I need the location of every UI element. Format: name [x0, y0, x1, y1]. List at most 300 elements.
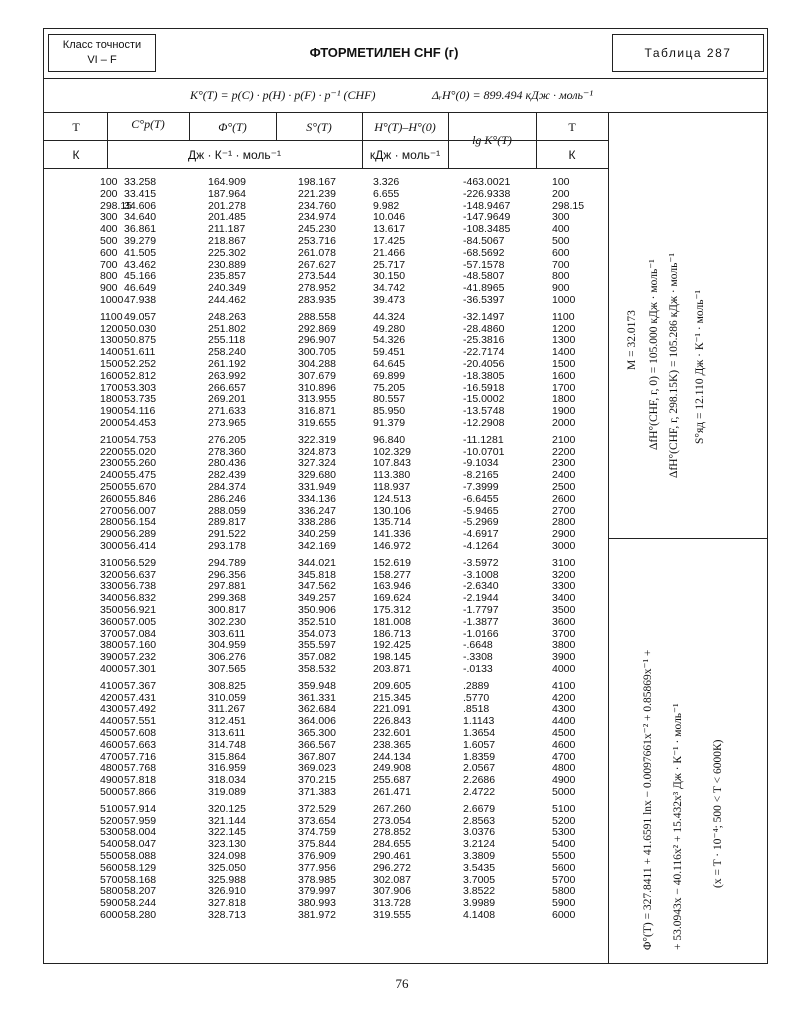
cell-lgk: 2.6679	[463, 802, 496, 815]
table-row	[0, 803, 600, 815]
cell-t2: 5900	[552, 897, 576, 910]
cell-lgk: 3.0376	[463, 826, 496, 839]
cell-phi: 263.992	[208, 369, 246, 382]
cell-lgk: 4.1408	[463, 909, 496, 921]
cell-t: 800	[100, 270, 118, 283]
cell-h: 267.260	[373, 802, 411, 815]
cell-t: 500	[100, 235, 118, 247]
cell-lgk: -15.0002	[463, 393, 505, 406]
cell-cp: 57.005	[124, 615, 157, 628]
cell-t: 4900	[100, 774, 124, 787]
nuclear-entropy: S°яд = 12.110 Дж · К⁻¹ · моль⁻¹	[694, 290, 706, 444]
cell-lgk: .2889	[463, 679, 490, 692]
cell-s: 322.319	[298, 433, 336, 446]
cell-h: 313.728	[373, 897, 411, 910]
cell-h: 244.134	[373, 750, 411, 763]
cell-s: 313.955	[298, 393, 336, 406]
cell-cp: 33.258	[124, 176, 157, 188]
cell-t2: 1400	[552, 346, 576, 359]
cell-lgk: -4.1264	[463, 540, 499, 552]
cell-h: 226.843	[373, 715, 411, 728]
cell-t2: 1000	[552, 294, 576, 306]
cell-s: 283.935	[298, 294, 336, 306]
cell-t: 3200	[100, 568, 124, 581]
cell-h: 6.655	[373, 187, 400, 200]
cell-lgk: -108.3485	[463, 223, 511, 236]
cell-t: 2700	[100, 504, 124, 517]
cell-s: 304.288	[298, 358, 336, 370]
col-divider	[362, 112, 363, 168]
cell-s: 366.567	[298, 738, 336, 751]
cell-cp: 56.637	[124, 568, 157, 581]
cell-s: 234.974	[298, 211, 336, 224]
cell-phi: 318.034	[208, 774, 246, 787]
cell-cp: 58.047	[124, 838, 157, 851]
cell-s: 267.627	[298, 258, 336, 271]
cell-lgk: -22.7174	[463, 346, 505, 359]
cell-t2: 298.15	[552, 199, 585, 212]
cell-phi: 286.246	[208, 492, 246, 505]
cell-t2: 4900	[552, 774, 576, 787]
cell-phi: 319.089	[208, 786, 246, 798]
table-row	[0, 481, 600, 493]
accuracy-class-box	[48, 34, 156, 72]
cell-h: 152.619	[373, 556, 411, 569]
cell-lgk: -10.0701	[463, 445, 505, 458]
cell-h: 192.425	[373, 639, 411, 652]
cell-h: 124.513	[373, 492, 411, 505]
col-divider	[107, 112, 108, 168]
cell-t2: 2700	[552, 504, 576, 517]
cell-t: 2000	[100, 417, 124, 429]
cell-phi: 201.278	[208, 199, 246, 212]
cell-t2: 300	[552, 211, 570, 224]
cell-phi: 266.657	[208, 381, 246, 394]
cell-h: 130.106	[373, 504, 411, 517]
cell-cp: 56.529	[124, 556, 157, 569]
cell-t: 2500	[100, 481, 124, 493]
cell-s: 361.331	[298, 691, 336, 704]
cell-lgk: -5.2969	[463, 516, 499, 529]
table-row	[0, 786, 600, 798]
cell-s: 358.532	[298, 663, 336, 675]
cell-t2: 1500	[552, 358, 576, 370]
cell-phi: 322.145	[208, 826, 246, 839]
cell-cp: 36.861	[124, 223, 157, 236]
cell-s: 288.558	[298, 310, 336, 323]
cell-phi: 258.240	[208, 346, 246, 359]
cell-lgk: -148.9467	[463, 199, 511, 212]
cell-lgk: -3.1008	[463, 568, 499, 581]
col-divider	[536, 112, 537, 168]
cell-lgk: 3.3809	[463, 850, 496, 862]
cell-phi: 240.349	[208, 282, 246, 295]
table-row	[0, 270, 600, 282]
cell-t: 4800	[100, 762, 124, 775]
cell-phi: 251.802	[208, 322, 246, 335]
cell-t: 5700	[100, 873, 124, 886]
cell-cp: 57.608	[124, 727, 157, 739]
cell-t: 1100	[100, 310, 123, 323]
cell-phi: 325.050	[208, 861, 246, 874]
cell-lgk: 2.4722	[463, 786, 496, 798]
cell-t: 3500	[100, 604, 124, 616]
cell-h: 255.687	[373, 774, 411, 787]
unit-t2: К	[568, 148, 576, 162]
cell-s: 378.985	[298, 873, 336, 886]
cell-phi: 282.439	[208, 469, 246, 482]
cell-t: 1400	[100, 346, 124, 359]
table-label: Таблица 287	[612, 34, 764, 72]
table-row	[0, 663, 600, 675]
cell-t2: 4700	[552, 750, 576, 763]
cell-t2: 2900	[552, 528, 576, 541]
cell-t: 5000	[100, 786, 124, 798]
cell-cp: 55.020	[124, 445, 157, 458]
phi-equation-range: (x = T · 10⁻⁴; 500 < T < 6000К)	[712, 739, 724, 888]
cell-t: 3400	[100, 592, 124, 605]
cell-s: 340.259	[298, 528, 336, 541]
cell-h: 64.645	[373, 358, 406, 370]
cell-t: 2400	[100, 469, 124, 482]
col-header-s: S°(T)	[306, 120, 332, 134]
cell-phi: 278.360	[208, 445, 246, 458]
table-row	[0, 434, 600, 446]
cell-h: 319.555	[373, 909, 411, 921]
cell-t: 3700	[100, 627, 124, 640]
cell-h: 302.087	[373, 873, 411, 886]
cell-t: 5400	[100, 838, 124, 851]
cell-cp: 57.768	[124, 762, 157, 775]
cell-cp: 45.166	[124, 270, 157, 283]
table-row	[0, 528, 600, 540]
cell-s: 253.716	[298, 235, 336, 247]
divider	[43, 78, 768, 79]
cell-t2: 1200	[552, 322, 576, 335]
cell-t2: 4500	[552, 727, 576, 739]
cell-cp: 58.168	[124, 873, 157, 886]
table-row	[0, 751, 600, 763]
cell-s: 357.082	[298, 651, 336, 664]
cell-t: 2300	[100, 457, 124, 470]
cell-cp: 57.367	[124, 679, 157, 692]
page-number: 76	[395, 976, 409, 991]
molar-mass: M = 32.0173	[626, 310, 638, 370]
cell-t2: 5300	[552, 826, 576, 839]
table-row	[0, 580, 600, 592]
cell-h: 146.972	[373, 540, 411, 552]
cell-cp: 55.846	[124, 492, 157, 505]
cell-t2: 3400	[552, 592, 576, 605]
cell-lgk: -84.5067	[463, 235, 505, 247]
cell-s: 373.654	[298, 814, 336, 827]
cell-cp: 58.004	[124, 826, 157, 839]
cell-t2: 4600	[552, 738, 576, 751]
cell-lgk: 3.8522	[463, 885, 496, 898]
cell-t2: 5100	[552, 802, 576, 815]
cell-t: 900	[100, 282, 118, 295]
cell-lgk: 3.9989	[463, 897, 496, 910]
cell-t: 1700	[100, 381, 124, 394]
cell-h: 221.091	[373, 703, 411, 716]
cell-phi: 300.817	[208, 604, 246, 616]
table-row	[0, 715, 600, 727]
cell-t2: 2800	[552, 516, 576, 529]
cell-s: 296.907	[298, 334, 336, 347]
cell-phi: 284.374	[208, 481, 246, 493]
cell-lgk: 3.5435	[463, 861, 496, 874]
table-row	[0, 311, 600, 323]
cell-h: 238.365	[373, 738, 411, 751]
cell-t2: 1800	[552, 393, 576, 406]
cell-t: 5100	[100, 802, 124, 815]
table-row	[0, 616, 600, 628]
cell-phi: 225.302	[208, 246, 246, 259]
cell-phi: 211.187	[208, 223, 246, 236]
cell-h: 3.326	[373, 176, 400, 188]
cell-lgk: -18.3805	[463, 369, 505, 382]
cell-phi: 302.230	[208, 615, 246, 628]
table-row	[0, 223, 600, 235]
cell-t: 3600	[100, 615, 124, 628]
cell-t: 1500	[100, 358, 124, 370]
cell-t: 4000	[100, 663, 124, 675]
cell-phi: 297.881	[208, 580, 246, 593]
cell-cp: 34.606	[124, 199, 157, 212]
cell-s: 364.006	[298, 715, 336, 728]
cell-phi: 230.889	[208, 258, 246, 271]
cell-t2: 800	[552, 270, 570, 283]
equilibrium-constant-formula: K°(T) = p(C) · p(H) · p(F) · p⁻¹ (CHF)	[190, 88, 376, 102]
table-row	[0, 874, 600, 886]
table-row	[0, 446, 600, 458]
cell-h: 9.982	[373, 199, 400, 212]
cell-t: 2200	[100, 445, 124, 458]
table-row	[0, 516, 600, 528]
divider	[43, 112, 768, 113]
cell-t: 1300	[100, 334, 124, 347]
cell-lgk: .5770	[463, 691, 490, 704]
cell-h: 107.843	[373, 457, 411, 470]
cell-h: 21.466	[373, 246, 406, 259]
cell-h: 80.557	[373, 393, 406, 406]
cell-h: 249.908	[373, 762, 411, 775]
side-panel-divider	[608, 538, 768, 539]
reaction-enthalpy: ΔᵣH°(0) = 899.494 кДж · моль⁻¹	[432, 88, 593, 102]
cell-lgk: 2.2686	[463, 774, 496, 787]
cell-h: 261.471	[373, 786, 411, 798]
cell-lgk: -2.6340	[463, 580, 499, 593]
cell-t: 5300	[100, 826, 124, 839]
cell-t: 6000	[100, 909, 124, 921]
cell-cp: 53.303	[124, 381, 157, 394]
cell-s: 331.949	[298, 481, 336, 493]
cell-s: 245.230	[298, 223, 336, 236]
cell-t2: 3000	[552, 540, 576, 552]
cell-phi: 296.356	[208, 568, 246, 581]
cell-h: 113.380	[373, 469, 411, 482]
cell-phi: 326.910	[208, 885, 246, 898]
cell-t: 4200	[100, 691, 124, 704]
cell-t: 5900	[100, 897, 124, 910]
table-row	[0, 592, 600, 604]
cell-h: 17.425	[373, 235, 406, 247]
cell-lgk: -36.5397	[463, 294, 505, 306]
cell-t: 2600	[100, 492, 124, 505]
cell-cp: 57.551	[124, 715, 157, 728]
cell-t2: 1900	[552, 405, 576, 418]
cell-t2: 700	[552, 258, 570, 271]
cell-t: 5500	[100, 850, 124, 862]
cell-t2: 600	[552, 246, 570, 259]
cell-cp: 52.812	[124, 369, 157, 382]
cell-s: 379.997	[298, 885, 336, 898]
cell-h: 75.205	[373, 381, 406, 394]
table-row	[0, 774, 600, 786]
cell-cp: 33.415	[124, 187, 157, 200]
accuracy-value: VI – F	[87, 54, 117, 66]
cell-h: 284.655	[373, 838, 411, 851]
cell-s: 273.544	[298, 270, 336, 283]
col-header-cp: C°p(T)	[131, 117, 165, 131]
cell-t2: 4100	[552, 679, 576, 692]
cell-phi: 255.118	[208, 334, 246, 347]
cell-h: 273.054	[373, 814, 411, 827]
cell-s: 345.818	[298, 568, 336, 581]
cell-t2: 5700	[552, 873, 576, 886]
cell-phi: 328.713	[208, 909, 246, 921]
cell-phi: 312.451	[208, 715, 246, 728]
cell-phi: 273.965	[208, 417, 246, 429]
cell-t2: 5500	[552, 850, 576, 862]
cell-cp: 55.260	[124, 457, 157, 470]
cell-h: 102.329	[373, 445, 411, 458]
cell-phi: 314.748	[208, 738, 246, 751]
table-row	[0, 393, 600, 405]
cell-s: 349.257	[298, 592, 336, 605]
cell-t2: 500	[552, 235, 570, 247]
cell-lgk: -13.5748	[463, 405, 505, 418]
cell-phi: 310.059	[208, 691, 246, 704]
cell-h: 186.713	[373, 627, 411, 640]
divider	[43, 168, 608, 169]
col-header-lgk: lg K°(T)	[472, 133, 512, 147]
cell-cp: 54.453	[124, 417, 157, 429]
cell-h: 91.379	[373, 417, 406, 429]
cell-cp: 50.875	[124, 334, 157, 347]
cell-cp: 47.938	[124, 294, 157, 306]
cell-t2: 3100	[552, 556, 576, 569]
cell-cp: 55.670	[124, 481, 157, 493]
cell-t2: 5600	[552, 861, 576, 874]
cell-t: 4400	[100, 715, 124, 728]
cell-lgk: 3.2124	[463, 838, 496, 851]
cell-t: 5800	[100, 885, 124, 898]
table-row	[0, 885, 600, 897]
cell-t: 600	[100, 246, 118, 259]
cell-t2: 2300	[552, 457, 576, 470]
table-row	[0, 703, 600, 715]
table-row	[0, 493, 600, 505]
table-row	[0, 727, 600, 739]
unit-h: кДж · моль⁻¹	[369, 148, 441, 162]
cell-t2: 2600	[552, 492, 576, 505]
cell-lgk: -3.5972	[463, 556, 499, 569]
cell-cp: 58.244	[124, 897, 157, 910]
cell-s: 292.869	[298, 322, 336, 335]
cell-t2: 4300	[552, 703, 576, 716]
cell-cp: 58.280	[124, 909, 157, 921]
cell-lgk: -5.9465	[463, 504, 499, 517]
cell-phi: 187.964	[208, 187, 246, 200]
cell-t: 1900	[100, 405, 124, 418]
cell-h: 141.336	[373, 528, 411, 541]
cell-t2: 100	[552, 176, 570, 188]
table-row	[0, 334, 600, 346]
cell-phi: 311.267	[208, 703, 246, 716]
cell-lgk: -.0133	[463, 663, 493, 675]
cell-h: 10.046	[373, 211, 406, 224]
cell-s: 370.215	[298, 774, 336, 787]
cell-s: 300.705	[298, 346, 336, 359]
cell-h: 118.937	[373, 481, 411, 493]
cell-cp: 58.207	[124, 885, 157, 898]
cell-lgk: -48.5807	[463, 270, 505, 283]
cell-t2: 3900	[552, 651, 576, 664]
formation-enthalpy-298k: ΔfH°(CHF, г, 298.15K) = 105.286 кДж · моль⁻¹	[668, 253, 680, 478]
cell-cp: 52.252	[124, 358, 157, 370]
cell-t2: 1700	[552, 381, 576, 394]
table-row	[0, 259, 600, 271]
cell-t: 1000	[100, 294, 124, 306]
col-header-t2: T	[568, 120, 576, 134]
cell-t: 3300	[100, 580, 124, 593]
table-row	[0, 200, 600, 212]
cell-h: 290.461	[373, 850, 411, 862]
cell-s: 377.956	[298, 861, 336, 874]
cell-t2: 2200	[552, 445, 576, 458]
cell-t2: 1600	[552, 369, 576, 382]
cell-s: 359.948	[298, 679, 336, 692]
cell-t: 2800	[100, 516, 124, 529]
cell-t: 1200	[100, 322, 124, 335]
cell-cp: 46.649	[124, 282, 157, 295]
table-row	[0, 762, 600, 774]
table-row	[0, 235, 600, 247]
cell-s: 278.952	[298, 282, 336, 295]
cell-s: 342.169	[298, 540, 336, 552]
cell-t2: 900	[552, 282, 570, 295]
cell-cp: 53.735	[124, 393, 157, 406]
cell-cp: 57.866	[124, 786, 157, 798]
cell-cp: 57.232	[124, 651, 157, 664]
cell-s: 369.023	[298, 762, 336, 775]
col-header-t: T	[72, 120, 80, 134]
cell-h: 13.617	[373, 223, 406, 236]
cell-t2: 2400	[552, 469, 576, 482]
cell-cp: 57.818	[124, 774, 157, 787]
cell-cp: 56.289	[124, 528, 157, 541]
cell-t: 3100	[100, 556, 124, 569]
col-header-h: H°(T)–H°(0)	[374, 120, 436, 134]
cell-s: 319.655	[298, 417, 336, 429]
cell-cp: 51.611	[124, 346, 156, 359]
table-row	[0, 639, 600, 651]
cell-lgk: 1.3654	[463, 727, 496, 739]
cell-t: 4700	[100, 750, 124, 763]
cell-lgk: -1.3877	[463, 615, 499, 628]
cell-cp: 57.301	[124, 663, 157, 675]
